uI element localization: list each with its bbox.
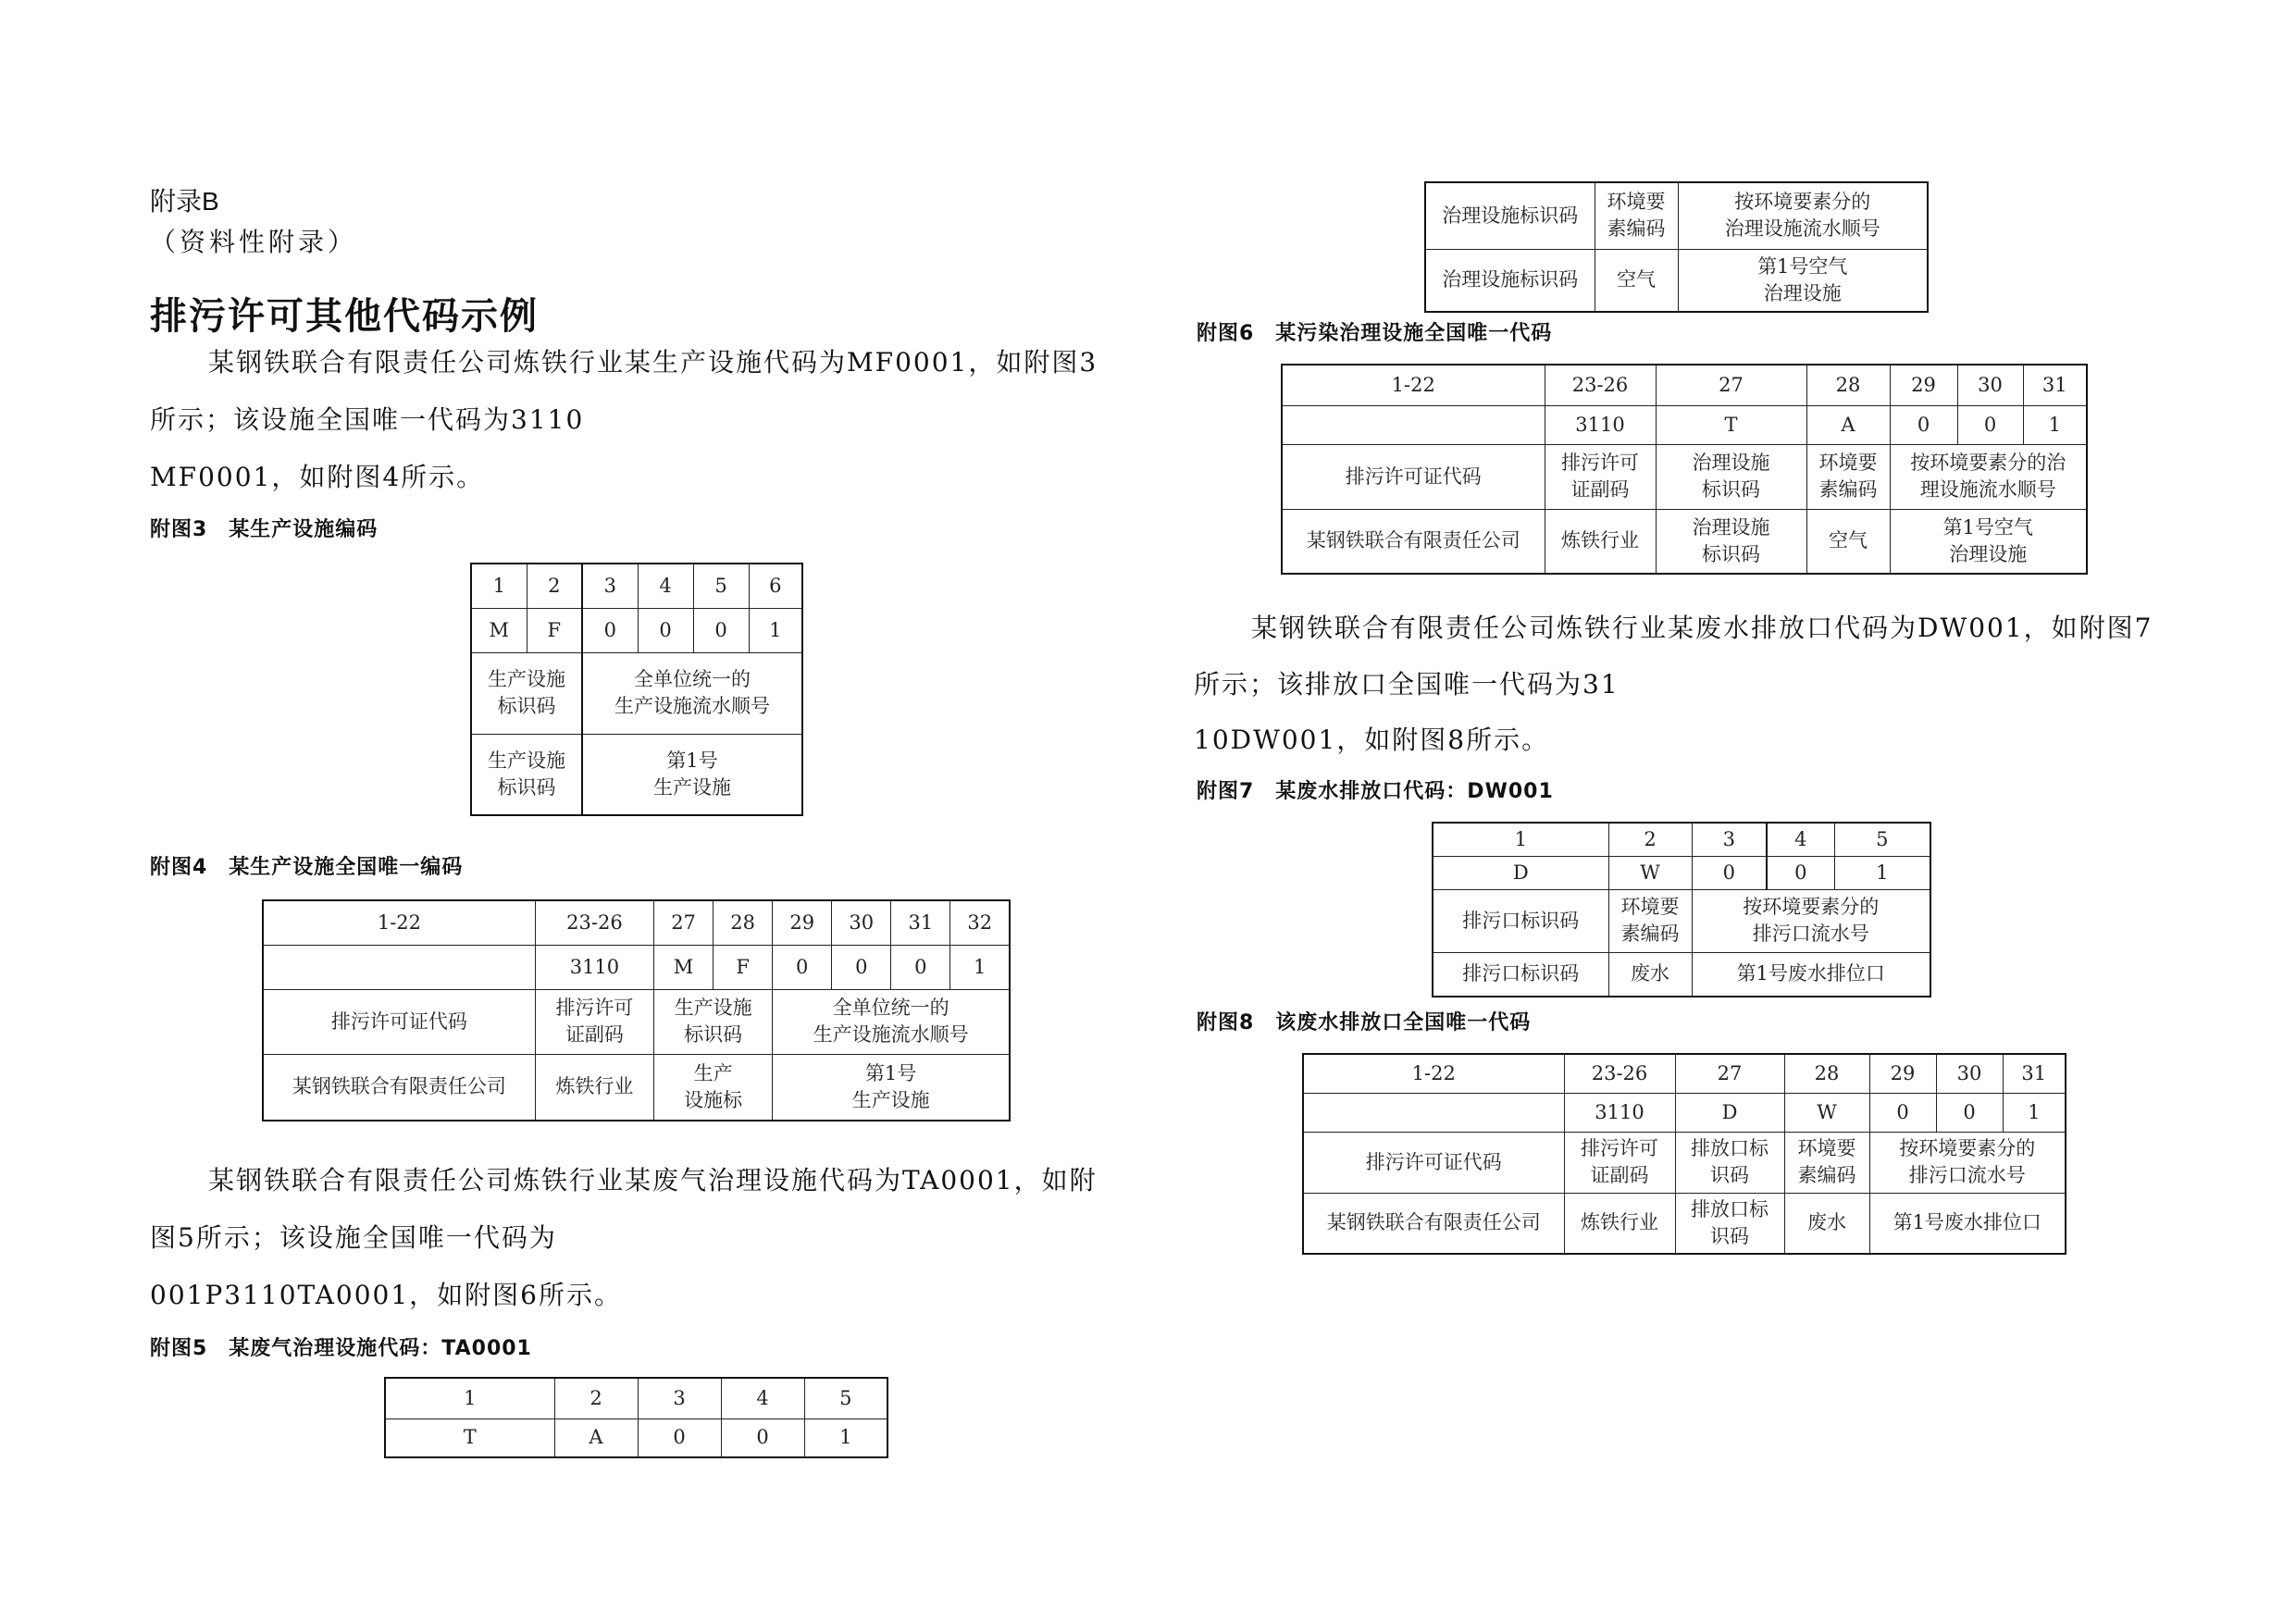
table-cell: 1 — [2003, 1093, 2066, 1132]
table-cell: 23-26 — [535, 900, 653, 945]
table-cell: 27 — [1656, 365, 1806, 405]
table-cell: 6 — [749, 564, 802, 608]
table-cell — [263, 945, 535, 989]
table-cell: 第1号 生产设施 — [773, 1054, 1010, 1121]
table-cell: 治理设施标识码 — [1425, 182, 1595, 249]
table-cell: 排放口标 识码 — [1675, 1132, 1784, 1193]
paragraph-3-line-3: 10DW001，如附图8所示。 — [1194, 725, 1550, 755]
table-cell — [1303, 1093, 1564, 1132]
table-cell: 31 — [2003, 1054, 2066, 1093]
table-cell: 1-22 — [1282, 365, 1545, 405]
table-cell: 3110 — [535, 945, 653, 989]
table-cell: 排污口标识码 — [1433, 889, 1608, 952]
table-cell: 1-22 — [263, 900, 535, 945]
table-cell: 生产设施 标识码 — [471, 734, 582, 815]
table-cell: 生产设施 标识码 — [654, 989, 773, 1054]
table-cell: 2 — [1608, 823, 1692, 856]
paragraph-1-line-2: 所示；该设施全国唯一代码为3110 — [150, 404, 585, 435]
table-cell: 全单位统一的 生产设施流水顺号 — [773, 989, 1010, 1054]
table-cell: 30 — [1936, 1054, 2003, 1093]
table-cell: 治理设施 标识码 — [1656, 444, 1806, 509]
table-cell: 30 — [832, 900, 891, 945]
table-cell: 环境要 素编码 — [1595, 182, 1678, 249]
section-title: 排污许可其他代码示例 — [150, 295, 539, 338]
figure-8-caption: 附图8 该废水排放口全国唯一代码 — [1197, 1011, 1532, 1035]
table-cell — [1282, 405, 1545, 444]
table-cell: M — [471, 608, 527, 652]
table-cell: D — [1433, 856, 1608, 889]
table-cell: 全单位统一的 生产设施流水顺号 — [582, 652, 802, 734]
table-cell: 某钢铁联合有限责任公司 — [1303, 1193, 1564, 1254]
table-cell: 按环境要素分的 治理设施流水顺号 — [1678, 182, 1928, 249]
table-cell: 炼铁行业 — [535, 1054, 653, 1121]
table-cell: 28 — [1806, 365, 1890, 405]
table-cell: 0 — [1767, 856, 1834, 889]
paragraph-1-line-3: MF0001，如附图4所示。 — [150, 462, 485, 492]
table-cell: 按环境要素分的 排污口流水号 — [1692, 889, 1930, 952]
figure-6-caption: 附图6 某污染治理设施全国唯一代码 — [1197, 322, 1553, 345]
table-cell: 27 — [654, 900, 714, 945]
table-cell: 第1号空气 治理设施 — [1678, 249, 1928, 312]
table-cell: 环境要 素编码 — [1806, 444, 1890, 509]
table-cell: 炼铁行业 — [1545, 509, 1656, 574]
table-cell: 5 — [1834, 823, 1930, 856]
table-cell: 30 — [1957, 365, 2023, 405]
table-cell: 31 — [2023, 365, 2087, 405]
table-cell: 第1号废水排位口 — [1692, 952, 1930, 997]
figure-3-caption: 附图3 某生产设施编码 — [150, 518, 379, 541]
table-cell: 0 — [582, 608, 638, 652]
table-cell: 生产 设施标 — [654, 1054, 773, 1121]
table-cell: 0 — [1890, 405, 1957, 444]
table-cell: 5 — [804, 1378, 887, 1419]
figure-5-caption: 附图5 某废气治理设施代码：TA0001 — [150, 1337, 532, 1360]
table-cell: 3 — [638, 1378, 721, 1419]
table-cell: W — [1784, 1093, 1869, 1132]
table-cell: 废水 — [1608, 952, 1692, 997]
table-cell: 按环境要素分的治 理设施流水顺号 — [1890, 444, 2087, 509]
table-cell: 0 — [638, 608, 693, 652]
table-cell: 0 — [1869, 1093, 1936, 1132]
table-cell: 某钢铁联合有限责任公司 — [1282, 509, 1545, 574]
table-cell: M — [654, 945, 714, 989]
table-cell: 23-26 — [1545, 365, 1656, 405]
table-cell: 4 — [721, 1378, 804, 1419]
table-cell: 23-26 — [1564, 1054, 1675, 1093]
table-cell: 第1号空气 治理设施 — [1890, 509, 2087, 574]
table-cell: 治理设施 标识码 — [1656, 509, 1806, 574]
table-cell: 排污许可 证副码 — [535, 989, 653, 1054]
table-cell: 1 — [385, 1378, 554, 1419]
table-cell: 生产设施 标识码 — [471, 652, 582, 734]
table-cell: 1 — [2023, 405, 2087, 444]
table-cell: 空气 — [1595, 249, 1678, 312]
figure-5-continued-table — [1424, 181, 1929, 313]
table-cell: 排污许可证代码 — [263, 989, 535, 1054]
table-cell: 排污许可 证副码 — [1545, 444, 1656, 509]
paragraph-2-line-3: 001P3110TA0001，如附图6所示。 — [150, 1280, 622, 1310]
table-cell: 空气 — [1806, 509, 1890, 574]
appendix-label: 附录B — [150, 187, 219, 216]
table-cell: 0 — [773, 945, 832, 989]
table-cell: 3110 — [1564, 1093, 1675, 1132]
table-cell: 28 — [1784, 1054, 1869, 1093]
table-cell: 4 — [1767, 823, 1834, 856]
table-cell: 2 — [554, 1378, 638, 1419]
table-cell: D — [1675, 1093, 1784, 1132]
table-cell: 31 — [891, 900, 950, 945]
figure-7-table — [1432, 822, 1931, 997]
table-cell: A — [554, 1419, 638, 1457]
paragraph-3-line-2: 所示；该排放口全国唯一代码为31 — [1194, 669, 1620, 700]
table-cell: 29 — [773, 900, 832, 945]
paragraph-1-line-1: 某钢铁联合有限责任公司炼铁行业某生产设施代码为MF0001，如附图3 — [208, 347, 1098, 378]
table-cell: 3 — [582, 564, 638, 608]
figure-7-caption: 附图7 某废水排放口代码：DW001 — [1197, 780, 1554, 803]
table-cell: F — [714, 945, 773, 989]
table-cell: 某钢铁联合有限责任公司 — [263, 1054, 535, 1121]
table-cell: 环境要 素编码 — [1608, 889, 1692, 952]
table-cell: 3 — [1692, 823, 1767, 856]
table-cell: 治理设施标识码 — [1425, 249, 1595, 312]
figure-8-table — [1302, 1053, 2066, 1255]
table-cell: 排污许可 证副码 — [1564, 1132, 1675, 1193]
table-cell: A — [1806, 405, 1890, 444]
table-cell: 炼铁行业 — [1564, 1193, 1675, 1254]
appendix-subtitle: （资料性附录） — [150, 227, 358, 257]
table-cell: 按环境要素分的 排污口流水号 — [1869, 1132, 2066, 1193]
table-cell: 0 — [891, 945, 950, 989]
table-cell: 5 — [693, 564, 749, 608]
table-cell: T — [1656, 405, 1806, 444]
table-cell: 废水 — [1784, 1193, 1869, 1254]
table-cell: 3110 — [1545, 405, 1656, 444]
table-cell: 环境要 素编码 — [1784, 1132, 1869, 1193]
table-cell: 29 — [1890, 365, 1957, 405]
table-cell: 0 — [1936, 1093, 2003, 1132]
table-cell: 28 — [714, 900, 773, 945]
paragraph-2-line-2: 图5所示；该设施全国唯一代码为 — [150, 1222, 557, 1253]
table-cell: 1 — [950, 945, 1010, 989]
table-cell: 排污口标识码 — [1433, 952, 1608, 997]
table-cell: 第1号废水排位口 — [1869, 1193, 2066, 1254]
table-cell: 0 — [1957, 405, 2023, 444]
figure-4-table — [262, 899, 1011, 1121]
table-cell: F — [527, 608, 582, 652]
paragraph-2-line-1: 某钢铁联合有限责任公司炼铁行业某废气治理设施代码为TA0001，如附 — [208, 1165, 1098, 1196]
table-cell: 27 — [1675, 1054, 1784, 1093]
table-cell: 排污许可证代码 — [1282, 444, 1545, 509]
table-cell: 1-22 — [1303, 1054, 1564, 1093]
table-cell: 0 — [832, 945, 891, 989]
table-cell: 4 — [638, 564, 693, 608]
figure-6-table — [1281, 364, 2088, 575]
table-cell: 排污许可证代码 — [1303, 1132, 1564, 1193]
table-cell: 0 — [693, 608, 749, 652]
table-cell: 32 — [950, 900, 1010, 945]
table-cell: 1 — [804, 1419, 887, 1457]
paragraph-3-line-1: 某钢铁联合有限责任公司炼铁行业某废水排放口代码为DW001，如附图7 — [1251, 613, 2153, 643]
table-cell: 1 — [1834, 856, 1930, 889]
table-cell: 1 — [1433, 823, 1608, 856]
table-cell: 0 — [721, 1419, 804, 1457]
figure-3-table — [470, 563, 803, 816]
table-cell: T — [385, 1419, 554, 1457]
table-cell: 排放口标 识码 — [1675, 1193, 1784, 1254]
table-cell: 第1号 生产设施 — [582, 734, 802, 815]
table-cell: W — [1608, 856, 1692, 889]
table-cell: 29 — [1869, 1054, 1936, 1093]
table-cell: 2 — [527, 564, 582, 608]
table-cell: 1 — [749, 608, 802, 652]
table-cell: 1 — [471, 564, 527, 608]
figure-5-table — [384, 1377, 888, 1458]
table-cell: 0 — [1692, 856, 1767, 889]
figure-4-caption: 附图4 某生产设施全国唯一编码 — [150, 856, 464, 879]
table-cell: 0 — [638, 1419, 721, 1457]
